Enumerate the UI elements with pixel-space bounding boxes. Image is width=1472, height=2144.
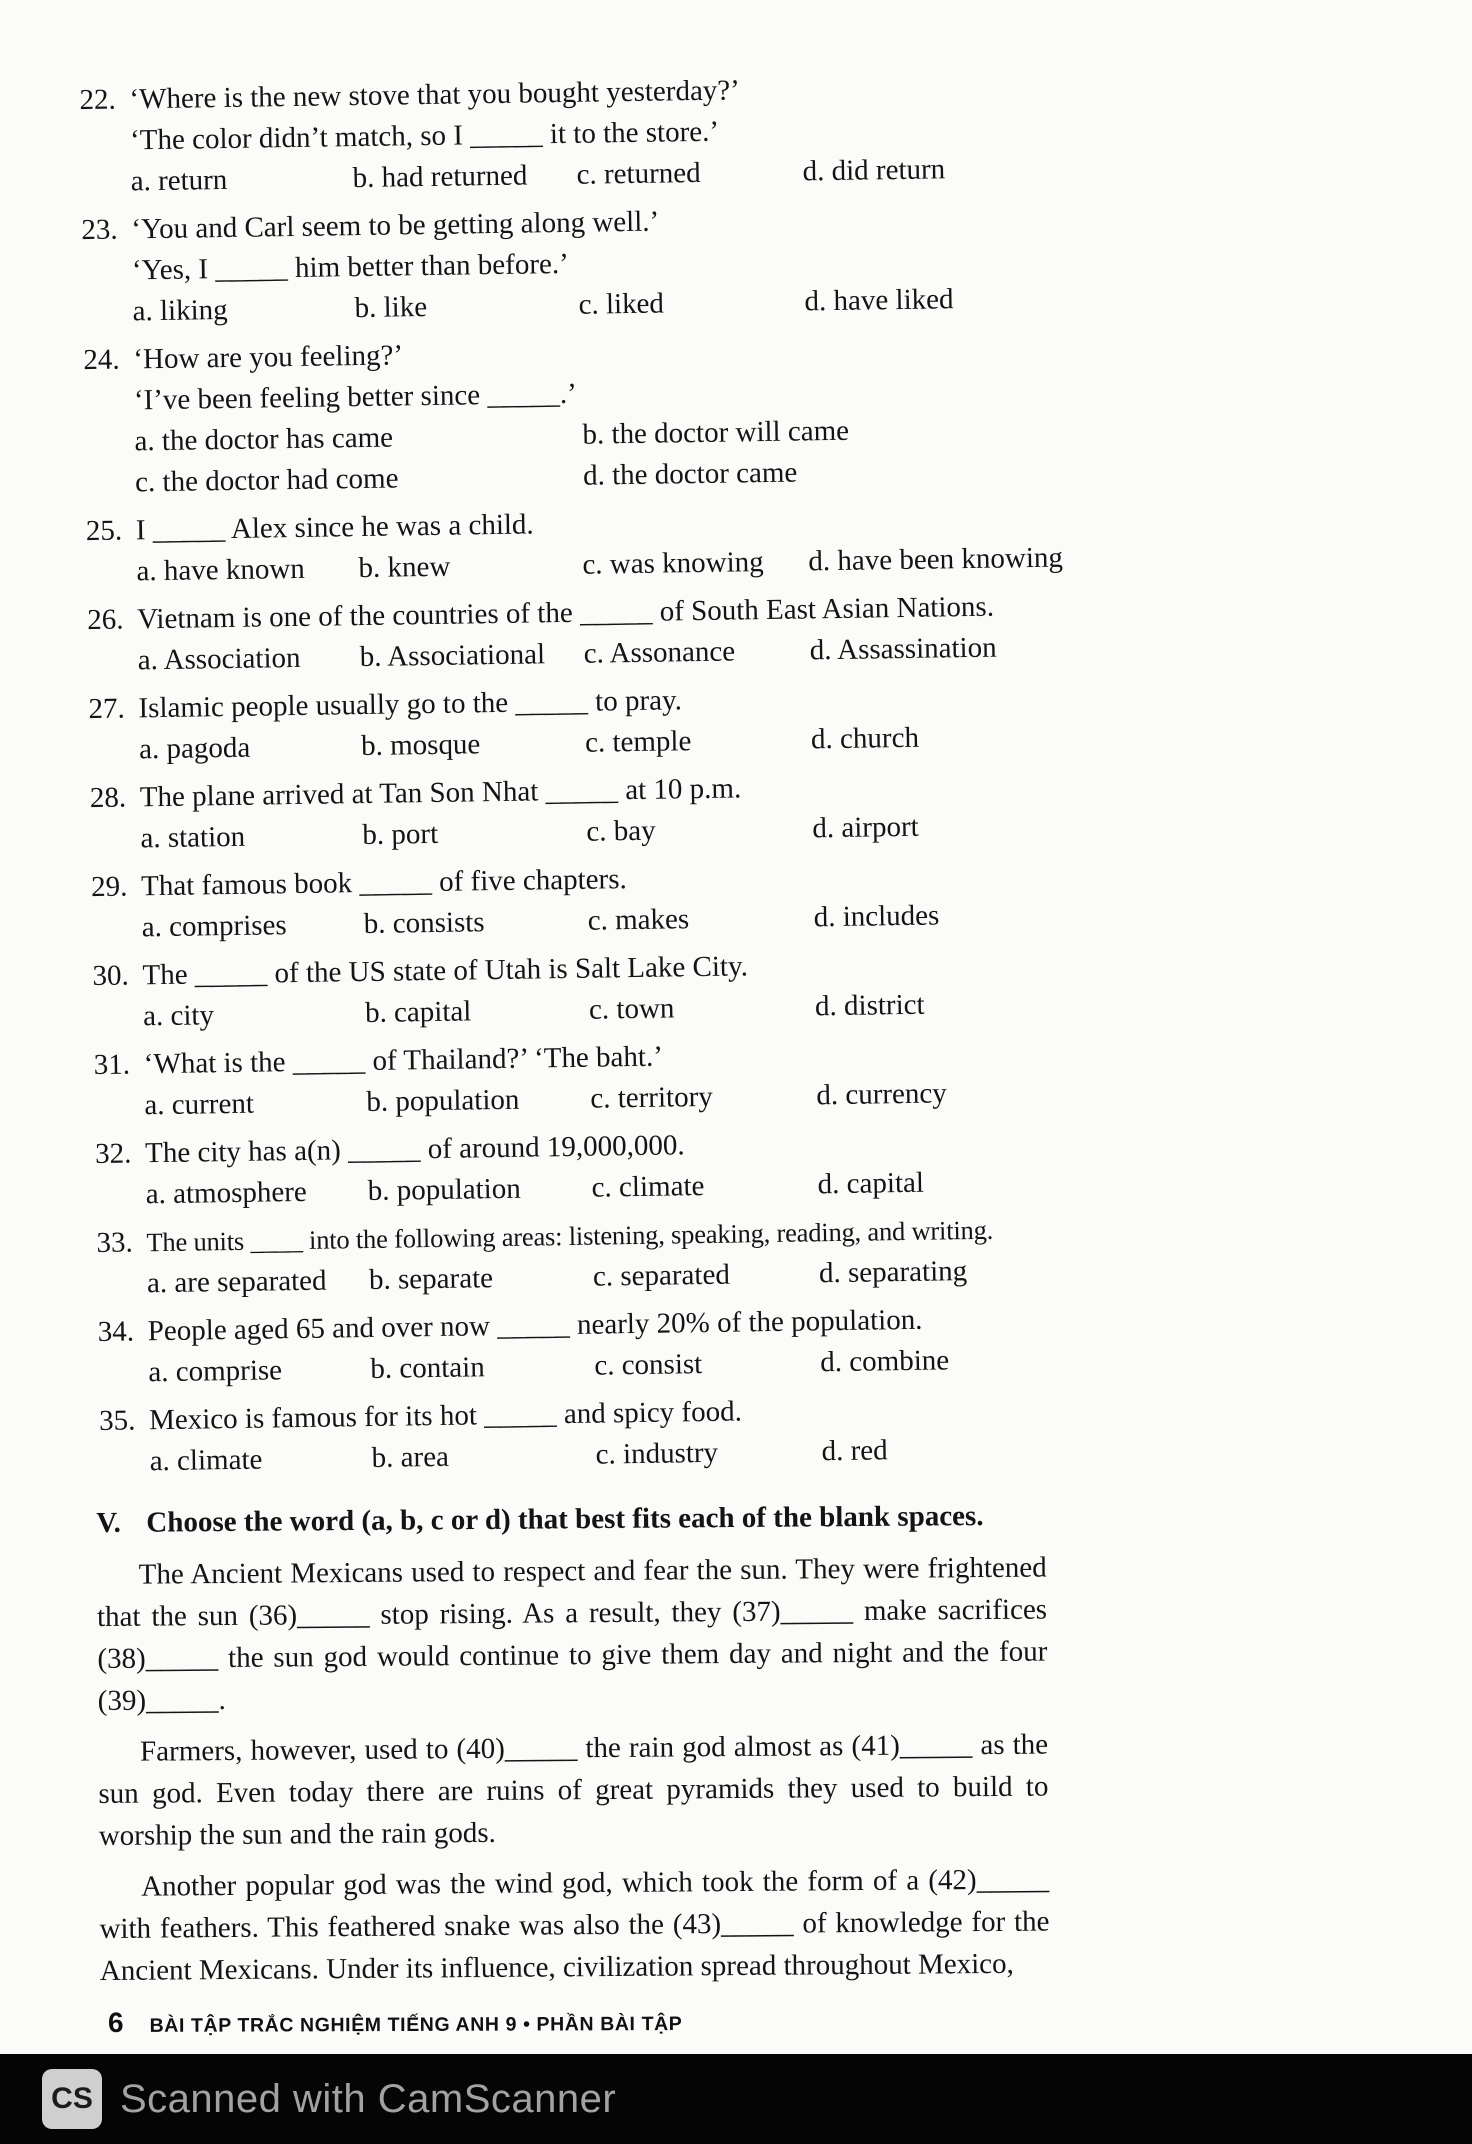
option: a. city	[142, 999, 215, 1033]
camscanner-text: Scanned with CamScanner	[120, 2076, 617, 2121]
paragraph-line: worship the sun and the rain gods.	[98, 1816, 496, 1853]
option: d. includes	[813, 899, 940, 934]
option: b. population	[367, 1172, 521, 1207]
option: a. return	[130, 163, 228, 198]
section-v-heading	[96, 1494, 1046, 1545]
question-body	[135, 497, 1064, 592]
question-number: 28.	[89, 781, 127, 815]
section-v	[96, 1494, 1050, 1992]
question-number: 27.	[88, 692, 126, 726]
option: c. bay	[586, 814, 656, 848]
question-number: 34.	[97, 1315, 135, 1349]
question	[94, 1031, 1045, 1127]
option: d. combine	[820, 1344, 950, 1379]
option: d. have liked	[804, 283, 954, 318]
option: c. returned	[576, 156, 701, 191]
option: c. industry	[595, 1436, 719, 1471]
option: d. district	[814, 988, 925, 1023]
option: a. comprises	[141, 909, 287, 944]
question-body	[140, 764, 1041, 859]
question-body	[141, 853, 1042, 948]
question	[99, 1387, 1050, 1483]
question-number: 25.	[85, 514, 123, 548]
question-line: ‘I’ve been feeling better since _____.’	[133, 377, 577, 417]
question-line: Vietnam is one of the countries of the _____ of South East Asian Nations.	[136, 590, 995, 636]
camscanner-logo: CS	[42, 2069, 102, 2129]
question-line: ‘The color didn’t match, so I _____ it to the store.’	[129, 115, 720, 157]
option: a. comprise	[148, 1354, 283, 1389]
option: b. population	[366, 1083, 520, 1119]
question-line: Mexico is famous for its hot _____ and spicy food.	[148, 1395, 743, 1437]
question-body	[129, 66, 1031, 202]
question-body	[138, 675, 1039, 770]
question-line: That famous book _____ of five chapters.	[140, 863, 627, 903]
option: a. station	[140, 820, 246, 855]
question-number: 24.	[83, 343, 120, 377]
question	[81, 196, 1033, 333]
question-number: 23.	[81, 213, 118, 247]
question-number: 30.	[92, 959, 129, 993]
option: b. like	[354, 291, 428, 325]
paragraph-line: (38)_____ the sun god would continue to give them day and night and the four	[97, 1635, 1048, 1676]
option: d. the doctor came	[582, 456, 798, 492]
option: d. Assassination	[809, 631, 997, 667]
question-body	[133, 326, 1035, 503]
question	[83, 326, 1035, 504]
question	[92, 942, 1043, 1038]
question-body	[147, 1298, 1048, 1393]
option: d. separating	[818, 1255, 968, 1290]
option: d. have been knowing	[808, 541, 1064, 578]
page-footer	[108, 2005, 682, 2039]
option: b. contain	[370, 1351, 485, 1385]
option: c. makes	[587, 903, 690, 937]
question	[91, 853, 1042, 949]
option: c. territory	[590, 1080, 713, 1115]
paragraph	[98, 1724, 1049, 1857]
option: c. separated	[592, 1258, 731, 1293]
paragraph-line: (39)_____.	[97, 1684, 226, 1718]
question-line: The city has a(n) _____ of around 19,000,000.	[144, 1129, 685, 1170]
option: c. consist	[594, 1348, 703, 1382]
question-line: I _____ Alex since he was a child.	[135, 508, 534, 547]
option: a. liking	[132, 293, 228, 328]
question-line: ‘What is the _____ of Thailand?’ ‘The baht.’	[143, 1040, 664, 1081]
option: b. had returned	[352, 159, 528, 195]
option: a. are separated	[146, 1264, 327, 1300]
question	[85, 497, 1064, 593]
question-line: Islamic people usually go to the _____ to pray.	[138, 684, 683, 725]
option: c. temple	[584, 725, 692, 759]
question-number: 33.	[96, 1226, 133, 1260]
question-body	[137, 586, 1038, 681]
question-number: 35.	[98, 1404, 136, 1438]
question	[97, 1298, 1048, 1394]
option: d. church	[810, 721, 920, 756]
option: b. capital	[364, 995, 472, 1030]
question-line: ‘Where is the new stove that you bought yesterday?’	[129, 74, 741, 116]
question-number: 29.	[90, 870, 128, 904]
paragraph-line: The Ancient Mexicans used to respect and fear the sun. They were frightened	[138, 1551, 1047, 1591]
question-body	[143, 1031, 1044, 1126]
question	[79, 66, 1031, 203]
option: d. capital	[817, 1166, 925, 1201]
paragraph	[99, 1859, 1050, 1992]
question-number: 22.	[79, 83, 116, 117]
question-line: People aged 65 and over now _____ nearly 20% of the population.	[147, 1303, 923, 1348]
question-number: 31.	[93, 1048, 131, 1082]
question-body	[131, 196, 1033, 332]
option: c. the doctor had come	[134, 462, 399, 499]
paragraph-line: that the sun (36)_____ stop rising. As a result, they (37)_____ make sacrifices	[96, 1593, 1048, 1634]
option: a. the doctor has came	[134, 421, 394, 458]
question	[88, 675, 1039, 771]
option: a. climate	[149, 1443, 263, 1478]
question-line: ‘You and Carl seem to be getting along well.’	[131, 205, 660, 246]
question	[95, 1120, 1046, 1216]
option: b. knew	[358, 550, 451, 585]
section-v-paragraphs	[97, 1547, 1050, 1992]
option: b. separate	[368, 1262, 494, 1296]
option: a. Association	[137, 641, 301, 677]
question-number: 26.	[86, 603, 124, 637]
question	[90, 764, 1041, 860]
option: d. currency	[816, 1077, 947, 1112]
paragraph	[97, 1547, 1048, 1722]
paragraph-line: Another popular god was the wind god, which took the form of a (42)_____	[141, 1863, 1050, 1903]
camscanner-bar	[0, 2054, 1472, 2144]
option: d. did return	[802, 153, 946, 188]
option: c. was knowing	[582, 546, 764, 581]
question-body	[149, 1387, 1050, 1482]
option: c. town	[588, 992, 675, 1026]
option: a. pagoda	[138, 731, 251, 766]
option: c. liked	[578, 287, 665, 321]
section-v-number: V.	[96, 1506, 121, 1540]
option: a. have known	[136, 552, 306, 588]
option: b. port	[362, 817, 439, 852]
option: b. mosque	[360, 728, 481, 763]
option: c. Assonance	[583, 635, 736, 670]
page-number: 6	[107, 2006, 124, 2039]
option: d. red	[821, 1434, 888, 1468]
footer-text: BÀI TẬP TRẮC NGHIỆM TIẾNG ANH 9 • PHẦN BÀI TẬP	[149, 2012, 683, 2037]
paragraph-line: Ancient Mexicans. Under its influence, civilization spread throughout Mexico,	[99, 1947, 1014, 1988]
paragraph-line: sun god. Even today there are ruins of great pyramids they used to build to	[98, 1770, 1049, 1811]
option: c. climate	[591, 1170, 705, 1204]
question	[87, 586, 1038, 682]
question-number: 32.	[94, 1137, 132, 1171]
option: d. airport	[812, 810, 919, 845]
paragraph-line: Farmers, however, used to (40)_____ the rain god almost as (41)_____ as the	[139, 1728, 1049, 1768]
section-v-title: Choose the word (a, b, c or d) that best fits each of the blank spaces.	[146, 1500, 984, 1539]
question-line: The plane arrived at Tan Son Nhat _____ at 10 p.m.	[139, 772, 742, 814]
option: b. Associational	[359, 638, 546, 674]
questions-list	[79, 66, 1064, 1483]
question-line: ‘Yes, I _____ him better than before.’	[131, 247, 570, 287]
option: b. consists	[363, 906, 485, 941]
question-body	[142, 942, 1043, 1037]
question-line: The units ____ into the following areas: listening, speaking, reading, and writing.	[146, 1214, 994, 1258]
option: a. current	[144, 1087, 255, 1122]
option: a. atmosphere	[145, 1175, 307, 1211]
question-body	[146, 1209, 1047, 1304]
question-line: The _____ of the US state of Utah is Salt Lake City.	[142, 950, 749, 992]
question	[96, 1209, 1047, 1305]
option: b. the doctor will came	[582, 414, 850, 451]
page-content	[79, 74, 1064, 1992]
question-line: ‘How are you feeling?’	[133, 339, 404, 376]
paragraph-line: with feathers. This feathered snake was also the (43)_____ of knowledge for the	[99, 1905, 1050, 1946]
question-body	[145, 1120, 1046, 1215]
option: b. area	[371, 1440, 450, 1474]
